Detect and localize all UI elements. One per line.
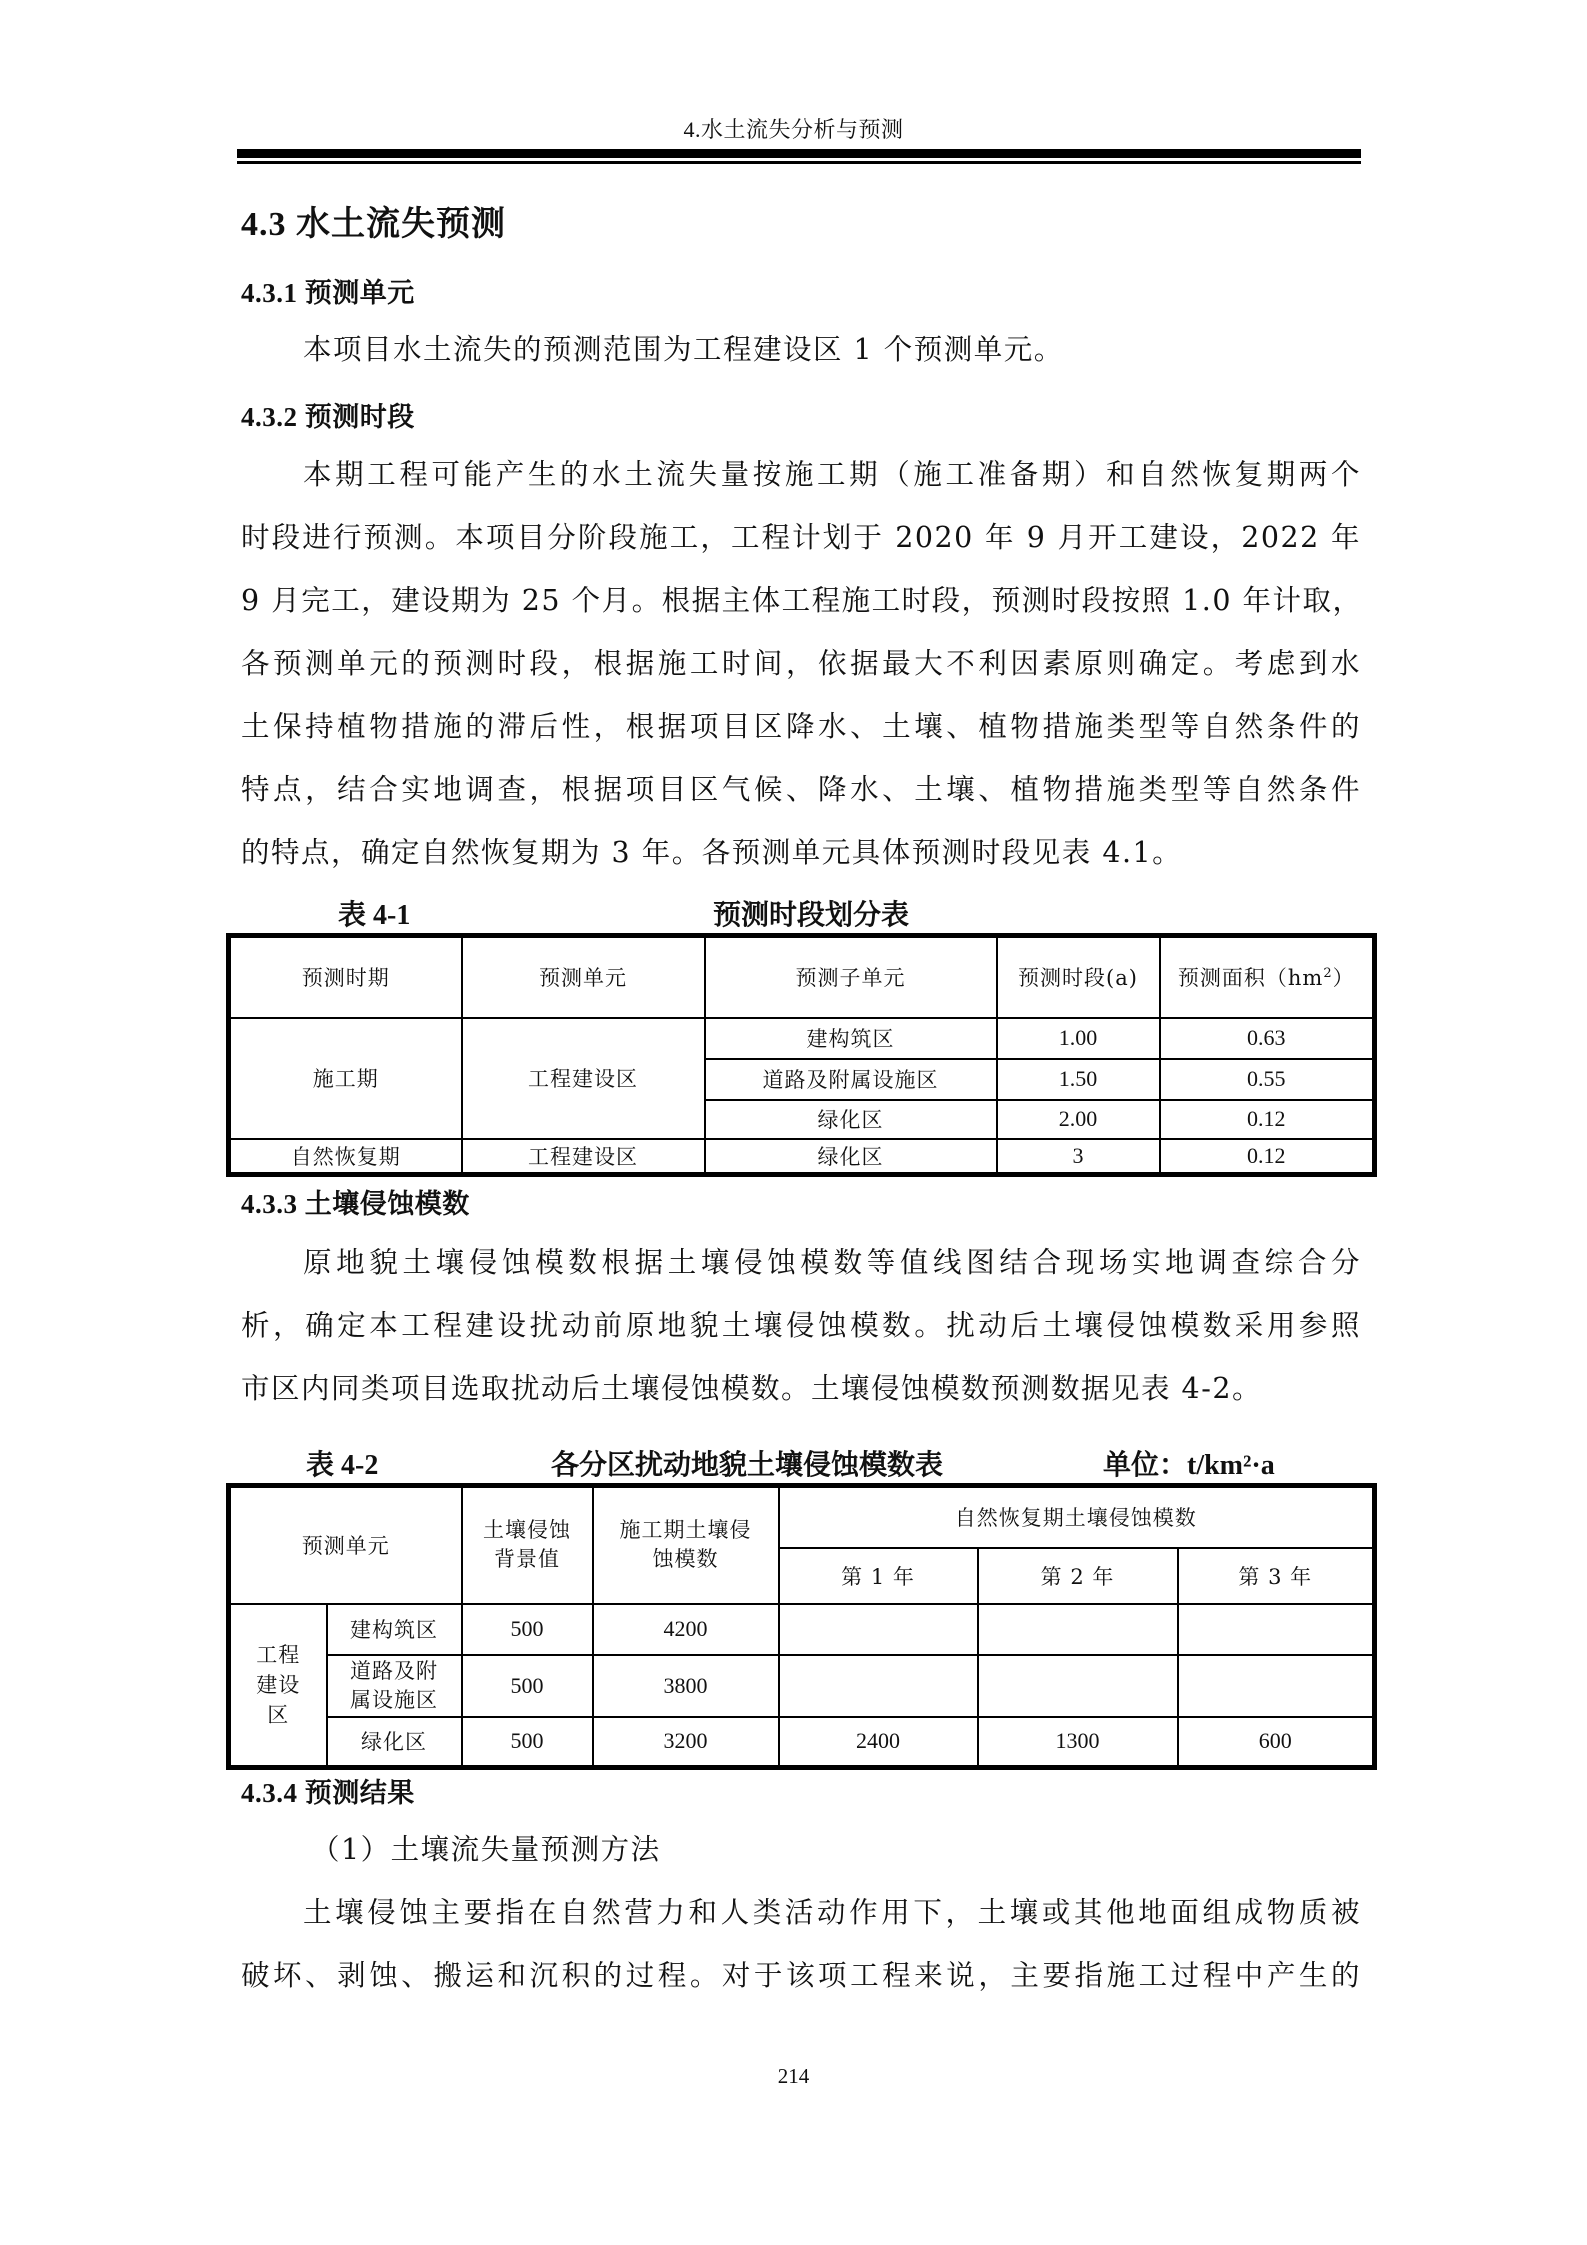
paragraph-line: 本项目水土流失的预测范围为工程建设区 1 个预测单元。 bbox=[303, 333, 1064, 366]
paragraph-4-3-4-sub bbox=[241, 1818, 1361, 1881]
cell-area: 0.55 bbox=[1160, 1059, 1375, 1100]
paragraph-line: 本期工程可能产生的水土流失量按施工期（施工准备期）和自然恢复期两个 bbox=[303, 458, 1361, 491]
paragraph-line: 的特点，确定自然恢复期为 3 年。各预测单元具体预测时段见表 4.1。 bbox=[241, 836, 1183, 869]
cell-year2: 1300 bbox=[978, 1717, 1178, 1768]
group-label-text: 工程 bbox=[256, 1642, 301, 1667]
header-text: 背景值 bbox=[494, 1547, 560, 1572]
paragraph-line: 土壤侵蚀主要指在自然营力和人类活动作用下，土壤或其他地面组成物质被 bbox=[303, 1896, 1361, 1929]
cell-year3 bbox=[1178, 1655, 1375, 1717]
cell-name: 绿化区 bbox=[327, 1717, 462, 1768]
table-row bbox=[229, 1655, 1375, 1717]
cell-unit: 工程建设区 bbox=[462, 1018, 705, 1139]
cell-year3 bbox=[1178, 1604, 1375, 1655]
cell-subunit: 建构筑区 bbox=[705, 1018, 997, 1059]
header-cell: 预测时期 bbox=[229, 936, 462, 1018]
header-cell: 预测子单元 bbox=[705, 936, 997, 1018]
header-text: 施工期土壤侵 bbox=[619, 1518, 752, 1543]
paragraph-line: 特点，结合实地调查，根据项目区气候、降水、土壤、植物措施类型等自然条件 bbox=[241, 773, 1361, 806]
table-erosion-modulus bbox=[226, 1483, 1377, 1770]
cell-background: 500 bbox=[462, 1655, 593, 1717]
cell-period: 自然恢复期 bbox=[229, 1139, 462, 1175]
cell-name: 建构筑区 bbox=[327, 1604, 462, 1655]
table1-title: 预测时段划分表 bbox=[713, 900, 910, 931]
cell-area: 0.12 bbox=[1160, 1139, 1375, 1175]
header-rule-thin bbox=[237, 161, 1361, 164]
header-cell-text: 预测面积（hm bbox=[1177, 966, 1324, 991]
header-cell-year3: 第 3 年 bbox=[1178, 1548, 1375, 1604]
table-row bbox=[229, 1604, 1375, 1655]
table2-unit: 单位：t/km²·a bbox=[1103, 1450, 1275, 1481]
table-header-row bbox=[229, 1486, 1375, 1548]
paragraph-line: 原地貌土壤侵蚀模数根据土壤侵蚀模数等值线图结合现场实地调查综合分 bbox=[303, 1246, 1361, 1279]
cell-name-text: 道路及附 bbox=[350, 1658, 438, 1683]
paragraph-line: 破坏、剥蚀、搬运和沉积的过程。对于该项工程来说，主要指施工过程中产生的 bbox=[241, 1959, 1361, 1992]
subsection-title-4-3-1: 4.3.1 预测单元 bbox=[241, 278, 415, 308]
paragraph-line: （1）土壤流失量预测方法 bbox=[311, 1833, 661, 1866]
header-cell-unit: 预测单元 bbox=[229, 1486, 462, 1604]
table2-title: 各分区扰动地貌土壤侵蚀模数表 bbox=[551, 1450, 944, 1481]
cell-year1 bbox=[779, 1604, 978, 1655]
header-cell-construction bbox=[593, 1486, 779, 1604]
page-number: 214 bbox=[777, 2064, 810, 2088]
cell-year1: 2400 bbox=[779, 1717, 978, 1768]
cell-unit: 工程建设区 bbox=[462, 1139, 705, 1175]
cell-subunit: 道路及附属设施区 bbox=[705, 1059, 997, 1100]
cell-duration: 1.50 bbox=[997, 1059, 1160, 1100]
paragraph-line: 土保持植物措施的滞后性，根据项目区降水、土壤、植物措施类型等自然条件的 bbox=[241, 710, 1361, 743]
header-cell: 预测时段(a) bbox=[997, 936, 1160, 1018]
superscript: 2 bbox=[1323, 966, 1333, 982]
cell-subunit: 绿化区 bbox=[705, 1139, 997, 1175]
table-prediction-periods bbox=[226, 933, 1377, 1177]
subsection-title-4-3-2: 4.3.2 预测时段 bbox=[241, 402, 415, 432]
cell-year3: 600 bbox=[1178, 1717, 1375, 1768]
cell-duration: 3 bbox=[997, 1139, 1160, 1175]
cell-background: 500 bbox=[462, 1604, 593, 1655]
subsection-title-4-3-3: 4.3.3 土壤侵蚀模数 bbox=[241, 1189, 470, 1219]
header-cell-year2: 第 2 年 bbox=[978, 1548, 1178, 1604]
paragraph-line: 析，确定本工程建设扰动前原地貌土壤侵蚀模数。扰动后土壤侵蚀模数采用参照 bbox=[241, 1309, 1361, 1342]
cell-background: 500 bbox=[462, 1717, 593, 1768]
header-text: 土壤侵蚀 bbox=[483, 1518, 571, 1543]
cell-subunit: 绿化区 bbox=[705, 1100, 997, 1139]
group-label-text: 区 bbox=[267, 1702, 290, 1727]
cell-area: 0.63 bbox=[1160, 1018, 1375, 1059]
header-rule-thick bbox=[237, 149, 1361, 158]
paragraph-line: 市区内同类项目选取扰动后土壤侵蚀模数。土壤侵蚀模数预测数据见表 4-2。 bbox=[241, 1372, 1262, 1405]
header-cell bbox=[1160, 936, 1375, 1018]
header-cell-text: ） bbox=[1332, 966, 1355, 991]
paragraph-line: 9 月完工，建设期为 25 个月。根据主体工程施工时段，预测时段按照 1.0 年计取， bbox=[241, 584, 1363, 617]
paragraph-line: 时段进行预测。本项目分阶段施工，工程计划于 2020 年 9 月开工建设，2022 年 bbox=[241, 521, 1361, 554]
cell-construction: 4200 bbox=[593, 1604, 779, 1655]
subsection-title-4-3-4: 4.3.4 预测结果 bbox=[241, 1778, 415, 1808]
header-text: 蚀模数 bbox=[652, 1547, 719, 1572]
cell-area: 0.12 bbox=[1160, 1100, 1375, 1139]
section-title: 4.3 水土流失预测 bbox=[241, 206, 506, 243]
cell-name-text: 属设施区 bbox=[350, 1687, 438, 1712]
cell-name bbox=[327, 1655, 462, 1717]
paragraph-4-3-1 bbox=[241, 318, 1361, 381]
table1-label: 表 4-1 bbox=[338, 900, 411, 931]
cell-period: 施工期 bbox=[229, 1018, 462, 1139]
header-cell-recovery: 自然恢复期土壤侵蚀模数 bbox=[779, 1486, 1375, 1548]
header-cell: 预测单元 bbox=[462, 936, 705, 1018]
table-row bbox=[229, 1717, 1375, 1768]
cell-group-label bbox=[229, 1604, 327, 1768]
running-header: 4.水土流失分析与预测 bbox=[683, 117, 904, 142]
table2-label: 表 4-2 bbox=[306, 1450, 379, 1481]
table-row bbox=[229, 1139, 1375, 1175]
table-row bbox=[229, 1018, 1375, 1059]
cell-year1 bbox=[779, 1655, 978, 1717]
paragraph-4-3-3 bbox=[241, 1231, 1361, 1420]
header-cell-year1: 第 1 年 bbox=[779, 1548, 978, 1604]
cell-year2 bbox=[978, 1655, 1178, 1717]
table-header-row bbox=[229, 936, 1375, 1018]
cell-duration: 2.00 bbox=[997, 1100, 1160, 1139]
paragraph-line: 各预测单元的预测时段，根据施工时间，依据最大不利因素原则确定。考虑到水 bbox=[241, 647, 1361, 680]
paragraph-4-3-4 bbox=[241, 1881, 1361, 2007]
group-label-text: 建设 bbox=[256, 1672, 301, 1697]
cell-construction: 3200 bbox=[593, 1717, 779, 1768]
paragraph-4-3-2 bbox=[241, 443, 1361, 884]
cell-year2 bbox=[978, 1604, 1178, 1655]
cell-construction: 3800 bbox=[593, 1655, 779, 1717]
header-cell-background bbox=[462, 1486, 593, 1604]
cell-duration: 1.00 bbox=[997, 1018, 1160, 1059]
